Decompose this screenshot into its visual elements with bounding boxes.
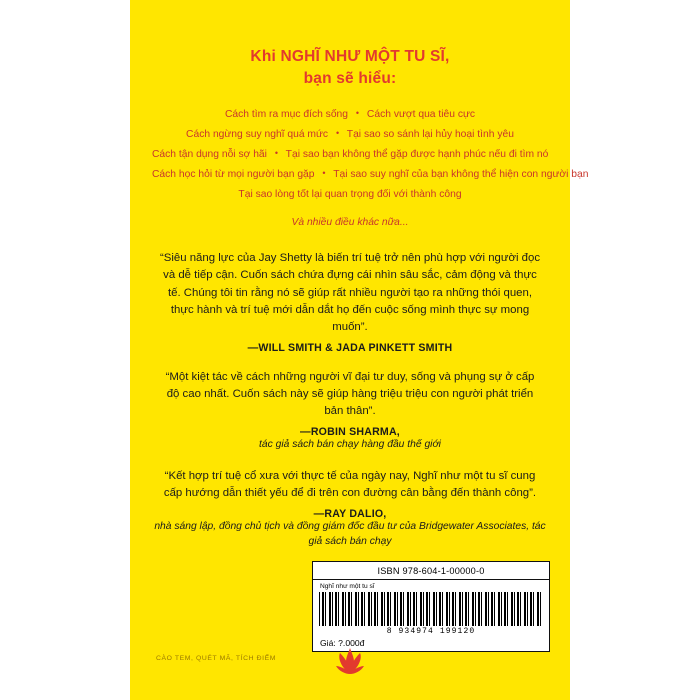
endorsement-quotes (152, 250, 548, 550)
quote-attribution-sub: nhà sáng lập, đồng chủ tịch và đồng giám đốc đầu tư của Bridgewater Associates, tác giả sách bán chạy (154, 521, 546, 548)
list-item (152, 105, 548, 125)
list-item (152, 125, 548, 145)
book-back-cover (130, 0, 589, 700)
publisher-logo (327, 646, 373, 678)
quote-block (152, 250, 548, 354)
bullet-dot-icon: • (355, 107, 360, 118)
list-item (152, 165, 589, 185)
isbn-text: ISBN 978-604-1-00000-0 (377, 566, 485, 576)
benefit-text: Cách ngừng suy nghĩ quá mức (186, 129, 329, 141)
quote-attribution-sub: tác giả sách bán chạy hàng đầu thế giới (259, 439, 441, 451)
list-item (152, 185, 548, 205)
back-cover-content (130, 0, 589, 700)
benefit-list (152, 105, 589, 205)
headline-line-1: Khi NGHĨ NHƯ MỘT TU SĨ, (250, 48, 450, 65)
quote-block (152, 369, 548, 453)
benefit-text: Tại sao lòng tốt lại quan trọng đối với thành công (238, 189, 462, 201)
quote-text: “Kết hợp trí tuệ cổ xưa với thực tế của ngày nay, Nghĩ như một tu sĩ cung cấp hướng dẫn thiết yếu để đi trên con đường cân bằng đến thành công”. (163, 470, 537, 500)
benefit-text: Tại sao so sánh lại hủy hoại tình yêu (346, 129, 514, 141)
benefit-text: Cách tận dụng nỗi sợ hãi (152, 149, 267, 161)
bullet-dot-icon: • (335, 128, 340, 139)
isbn-book-title: Nghĩ như một tu sĩ (320, 583, 375, 590)
benefit-text: Tại sao suy nghĩ của bạn không thể hiện con người bạn (333, 169, 589, 181)
headline-line-2: bạn sẽ hiểu: (303, 70, 397, 88)
benefit-text: Cách tìm ra mục đích sống (224, 108, 349, 120)
headline (152, 46, 548, 91)
benefit-text: Cách học hỏi từ mọi người bạn gặp (152, 169, 315, 181)
quote-text: “Siêu năng lực của Jay Shetty là biến trí tuệ trở nên phù hợp với người đọc và dễ tiếp cận. Cuốn sách chứa đựng cái nhìn sâu sắc, cảm động và thực tế. Chúng tôi tin rằng nó sẽ giúp rất nhiều người tạo ra những thói quen, thực hành và trí tuệ mới dẫn dắt họ đến cuộc sống mình thực sự mong muốn”. (159, 252, 541, 333)
isbn-barcode-block (312, 561, 550, 652)
bottom-strip (130, 560, 570, 700)
quote-attribution: —RAY DALIO, (313, 508, 387, 521)
quote-attribution: —WILL SMITH & JADA PINKETT SMITH (247, 341, 453, 354)
bullet-dot-icon: • (274, 148, 278, 159)
stamp-note: CÀO TEM, QUÉT MÃ, TÍCH ĐIỂM (156, 655, 277, 662)
benefit-text: Tại sao bạn không thể gặp được hạnh phúc nếu đi tìm nó (285, 149, 549, 161)
benefit-text: Cách vượt qua tiêu cực (366, 108, 476, 120)
more-text: Và nhiều điều khác nữa... (291, 217, 409, 229)
quote-text: “Một kiệt tác về cách những người vĩ đại tư duy, sống và phụng sự ở cấp độ cao nhất. Cuốn sách này sẽ giúp hàng triệu triệu con người phát triển bản thân”. (165, 370, 535, 418)
divider (313, 579, 549, 580)
lotus-icon (333, 646, 367, 678)
quote-block (152, 468, 548, 550)
quote-attribution: —ROBIN SHARMA, (300, 426, 400, 439)
barcode-digits: 8 934974 199120 (386, 627, 476, 636)
price-text: Giá: ?.000đ (320, 638, 365, 648)
bullet-dot-icon: • (322, 168, 326, 179)
barcode-icon (319, 592, 543, 626)
list-item (152, 145, 548, 165)
